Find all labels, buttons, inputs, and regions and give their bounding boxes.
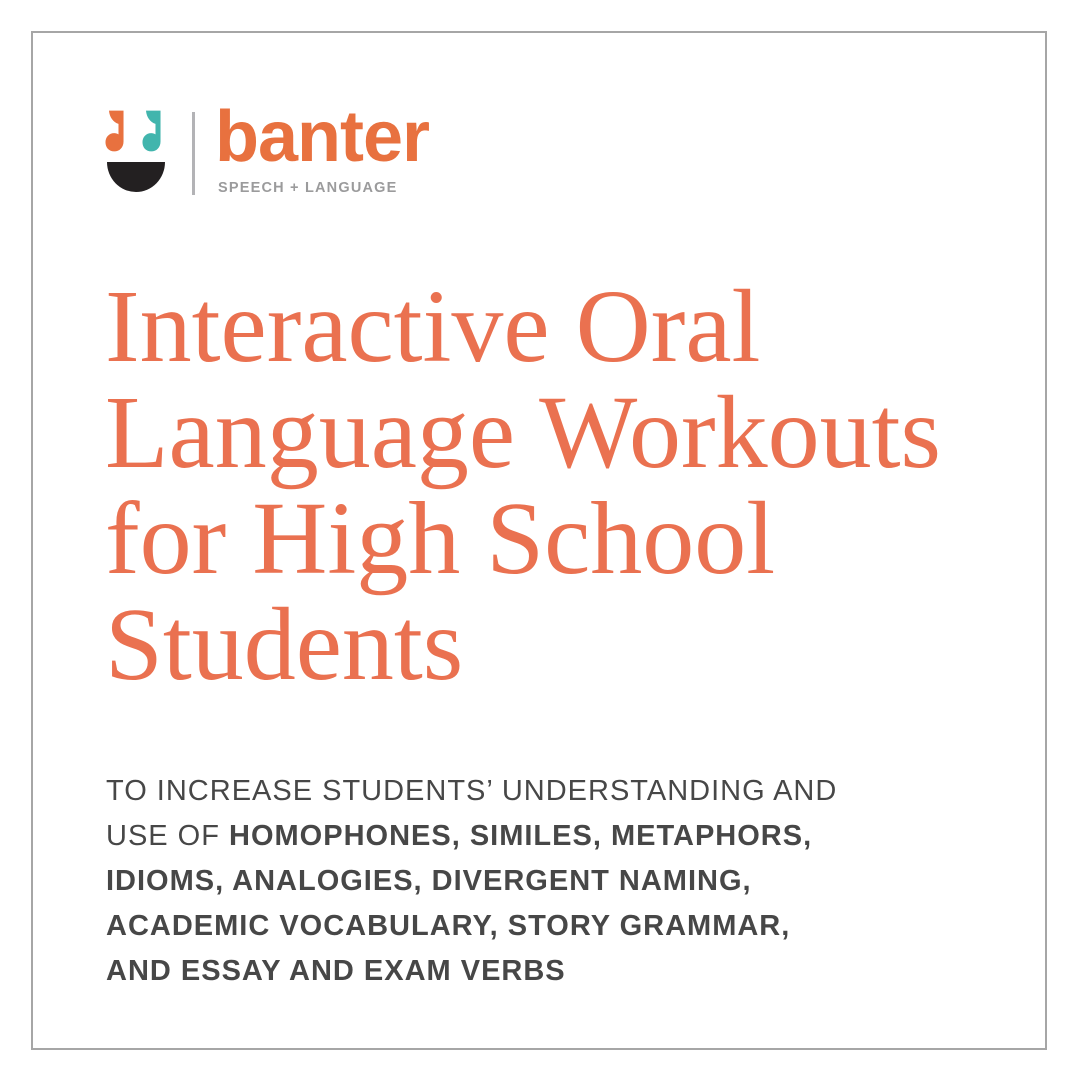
description: [106, 769, 1026, 994]
description-line-2: [106, 814, 1026, 859]
description-bold-text: IDIOMS, ANALOGIES, DIVERGENT NAMING,: [106, 865, 752, 897]
headline-line-4: Students: [105, 587, 464, 702]
description-bold-text: ACADEMIC VOCABULARY, STORY GRAMMAR,: [106, 910, 791, 942]
quote-mark-right-icon: [142, 110, 161, 152]
description-regular-text: TO INCREASE STUDENTS’ UNDERSTANDING AND: [106, 775, 838, 807]
brand-name: banter: [215, 97, 430, 177]
description-line-4: [106, 904, 1026, 949]
headline-line-3: for High School: [105, 481, 776, 596]
quote-mark-left-icon: [105, 110, 124, 152]
description-line-1: [106, 769, 1026, 814]
headline-line-2: Language Workouts: [105, 375, 941, 490]
banter-logo-mark: [105, 110, 165, 192]
headline: [105, 269, 1025, 702]
logo-divider: [192, 112, 195, 195]
description-line-3: [106, 859, 1026, 904]
description-line-5: [106, 949, 1026, 994]
description-bold-text: AND ESSAY AND EXAM VERBS: [106, 955, 566, 987]
description-regular-text: USE OF: [106, 820, 230, 852]
headline-line-1: Interactive Oral: [105, 269, 761, 384]
description-bold-text: HOMOPHONES, SIMILES, METAPHORS,: [229, 820, 813, 852]
brand-tagline: SPEECH + LANGUAGE: [218, 180, 398, 196]
smile-icon: [107, 162, 165, 192]
